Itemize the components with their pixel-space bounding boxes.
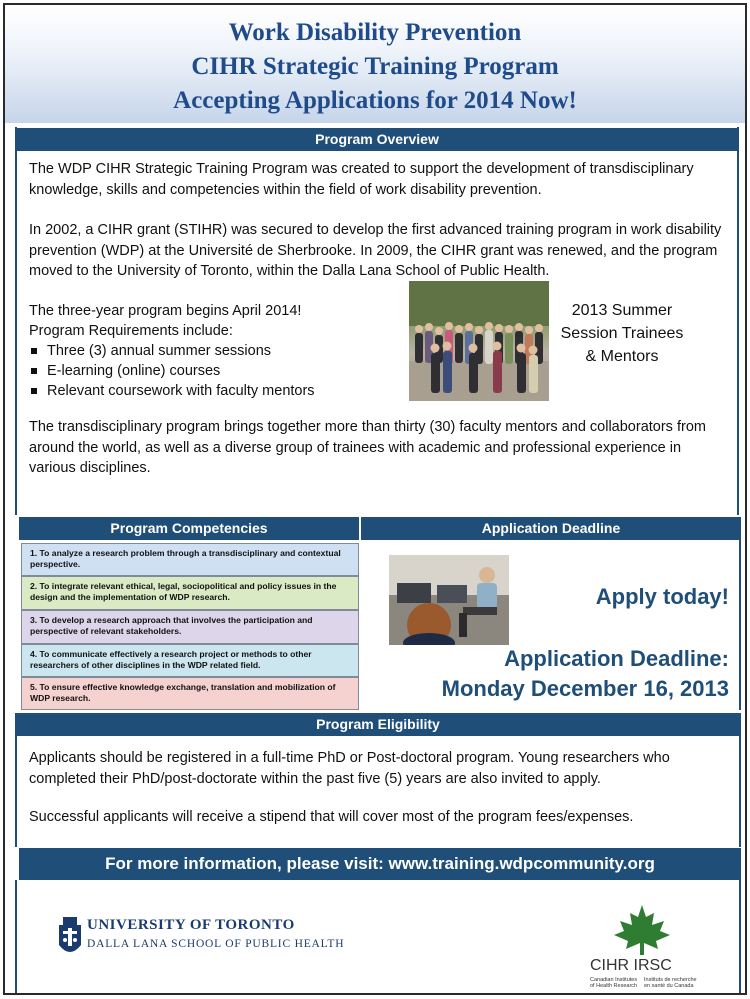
competency-item: 1. To analyze a research problem through a transdisciplinary and contextual perspective. bbox=[21, 543, 359, 576]
requirements-list bbox=[29, 341, 389, 401]
office-photo-scene bbox=[389, 555, 509, 645]
poster-header bbox=[5, 5, 745, 123]
apply-today-text: Apply today! bbox=[595, 584, 729, 609]
header-title: Work Disability Prevention bbox=[228, 19, 522, 46]
competencies-heading: Program Competencies bbox=[19, 517, 359, 540]
eligibility-heading: Program Eligibility bbox=[15, 713, 741, 736]
list-item: E-learning (online) courses bbox=[29, 361, 389, 381]
deadline-date: Monday December 16, 2013 bbox=[441, 676, 729, 701]
list-item: Three (3) annual summer sessions bbox=[29, 341, 389, 361]
maple-leaf-icon bbox=[612, 903, 672, 955]
overview-paragraph-2: In 2002, a CIHR grant (STIHR) was secured to develop the first advanced training program in work disability prevention (WDP) at the Université de Sherbrooke. In 2009, the CIHR grant was renewed, and the program moved to the University of Toronto, within the Dalla Lana School of Public Health. bbox=[29, 222, 722, 279]
cihr-subtitle-en: Canadian Institutes of Health Research bbox=[590, 977, 638, 989]
overview-paragraph-1: The WDP CIHR Strategic Training Program was created to support the development of transdisciplinary knowledge, skills and competencies within the field of work disability prevention. bbox=[29, 161, 694, 198]
office-photo bbox=[389, 555, 509, 645]
overview-heading: Program Overview bbox=[15, 128, 739, 151]
cihr-logo bbox=[590, 903, 700, 995]
poster bbox=[3, 3, 747, 995]
header-subtitle: CIHR Strategic Training Program bbox=[191, 53, 559, 80]
eligibility-paragraph-1: Applicants should be registered in a full-time PhD or Post-doctoral program. Young researchers who completed their PhD/post-doctorate within the past five (5) years are also invited to apply. bbox=[29, 750, 670, 787]
photo-caption: 2013 Summer Session Trainees & Mentors bbox=[560, 302, 684, 365]
uoft-crest-icon bbox=[57, 915, 83, 961]
list-item: Relevant coursework with faculty mentors bbox=[29, 381, 389, 401]
group-photo-figures bbox=[409, 281, 549, 401]
requirements-intro: Program Requirements include: bbox=[29, 323, 233, 339]
competency-item: 4. To communicate effectively a research project or methods to other researchers of other disciplines in the WDP related field. bbox=[21, 644, 359, 677]
group-photo bbox=[409, 281, 549, 401]
competency-item: 3. To develop a research approach that involves the participation and perspective of relevant stakeholders. bbox=[21, 610, 359, 644]
competency-item: 2. To integrate relevant ethical, legal, sociopolitical and policy issues in the design and the implementation of WDP research. bbox=[21, 576, 359, 610]
uoft-title: UNIVERSITY OF TORONTO bbox=[87, 917, 295, 933]
cihr-subtitle-fr: Instituts de recherche en santé du Canada bbox=[644, 977, 697, 989]
requirements-block bbox=[29, 301, 389, 401]
eligibility-paragraph-2: Successful applicants will receive a stipend that will cover most of the program fees/expenses. bbox=[29, 809, 634, 825]
deadline-heading: Application Deadline bbox=[361, 517, 741, 540]
program-begins-text: The three-year program begins April 2014! bbox=[29, 303, 302, 319]
uoft-subtitle: DALLA LANA SCHOOL OF PUBLIC HEALTH bbox=[87, 938, 345, 950]
competency-item: 5. To ensure effective knowledge exchange, translation and mobilization of WDP research. bbox=[21, 677, 359, 710]
header-announcement: Accepting Applications for 2014 Now! bbox=[173, 87, 577, 114]
overview-paragraph-3: The transdisciplinary program brings together more than thirty (30) faculty mentors and collaborators from around the world, as well as a diverse group of trainees with academic and professional experience in various disciplines. bbox=[29, 419, 706, 476]
more-info-bar: For more information, please visit: www.training.wdpcommunity.org bbox=[19, 848, 741, 880]
university-of-toronto-logo bbox=[57, 915, 357, 975]
cihr-wordmark: CIHR IRSC bbox=[590, 957, 672, 974]
deadline-label: Application Deadline: bbox=[504, 646, 729, 671]
